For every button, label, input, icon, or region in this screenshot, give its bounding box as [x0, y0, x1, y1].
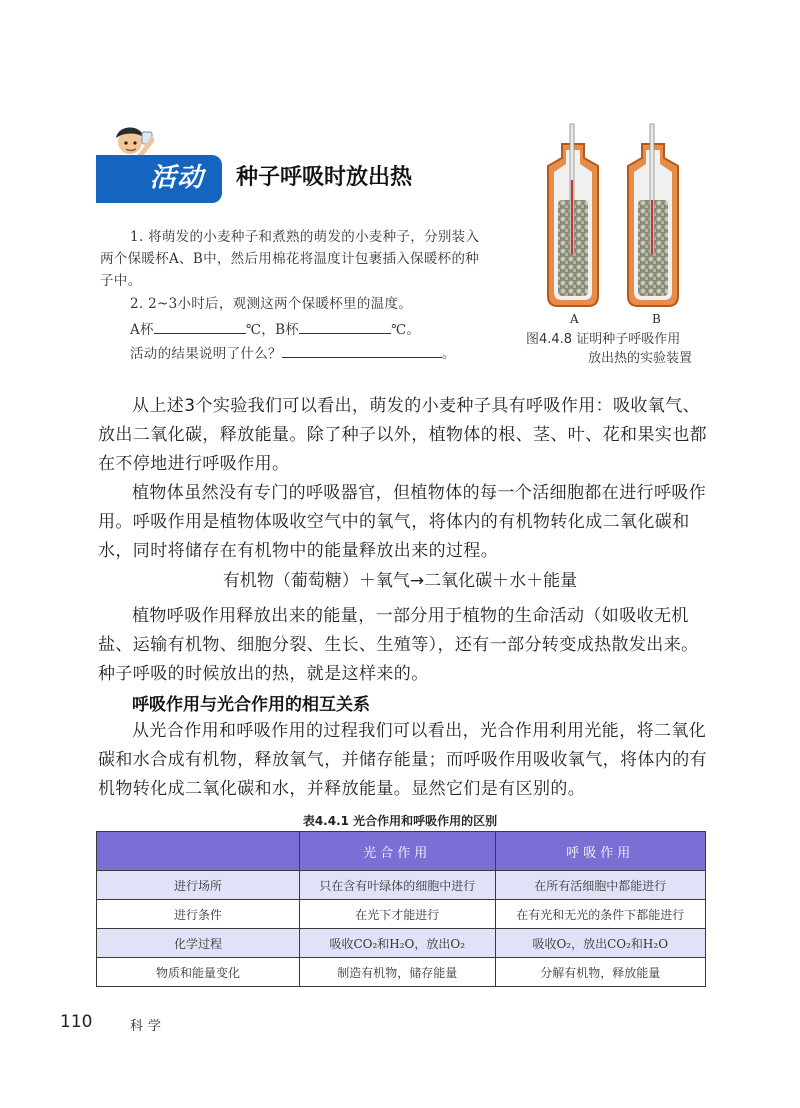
figure-caption-line1: 图4.4.8 证明种子呼吸作用 [526, 332, 681, 347]
table-row [97, 900, 706, 929]
table-header-cell: 呼吸作用 [495, 832, 705, 871]
table-cell: 分解有机物，释放能量 [495, 958, 705, 987]
table-cell: 物质和能量变化 [97, 958, 300, 987]
thermos-cup-a [548, 124, 598, 306]
section-heading: 呼吸作用与光合作用的相互关系 [132, 695, 370, 715]
activity-title: 种子呼吸时放出热 [236, 165, 413, 190]
line-end: 。 [406, 322, 421, 338]
table-caption: 表4.4.1 光合作用和呼吸作用的区别 [302, 814, 498, 828]
activity-answer-blank[interactable] [282, 341, 442, 358]
figure-label-a: A [570, 312, 579, 326]
page-number: 110 [60, 1012, 93, 1032]
table-row [97, 871, 706, 900]
thermos-cup-b [628, 124, 678, 306]
body-paragraph: 从光合作用和呼吸作用的过程我们可以看出，光合作用利用光能，将二氧化碳和水合成有机物，释放氧气，并储存能量；而呼吸作用吸收氧气，将体内的有机物转化成二氧化碳和水，并释放能量。显然它们是有区别的。 [98, 721, 707, 799]
activity-step-line: 2. 2~3小时后，观测这两个保暖杯里的温度。 [130, 296, 413, 312]
table-cell: 进行条件 [97, 900, 300, 929]
table-header-cell [97, 832, 300, 871]
table-header-cell: 光合作用 [300, 832, 496, 871]
respiration-equation: 有机物（葡萄糖）＋氧气→二氧化碳＋水＋能量 [222, 571, 578, 591]
activity-step-line: 子中。 [100, 273, 142, 289]
cup-b-temperature-blank[interactable] [299, 317, 391, 334]
table-header-row [97, 832, 706, 871]
table-cell: 进行场所 [97, 871, 300, 900]
body-paragraph: 植物呼吸作用释放出来的能量，一部分用于植物的生命活动（如吸收无机盐、运输有机物、细胞分裂、生长、生殖等），还有一部分转变成热散发出来。种子呼吸的时候放出的热，就是这样来的。 [98, 606, 699, 684]
activity-question: 活动的结果说明了什么？ [130, 346, 282, 362]
table-row [97, 929, 706, 958]
separator: ， [261, 322, 276, 338]
activity-step-line: 两个保暖杯A、B中，然后用棉花将温度计包裹插入保暖杯的种 [100, 251, 480, 267]
table-cell: 化学过程 [97, 929, 300, 958]
figure-label-b: B [652, 312, 661, 326]
figure-caption-line2: 放出热的实验装置 [588, 351, 693, 366]
body-paragraph: 从上述3个实验我们可以看出，萌发的小麦种子具有呼吸作用：吸收氧气、放出二氧化碳，释放能量。除了种子以外，植物体的根、茎、叶、花和果实也都在不停地进行呼吸作用。 [98, 396, 707, 474]
cup-a-label: A杯 [130, 322, 154, 338]
table-cell: 制造有机物，储存能量 [300, 958, 496, 987]
table-cell: 在有光和无光的条件下都能进行 [495, 900, 705, 929]
activity-step-line: 1. 将萌发的小麦种子和煮熟的萌发的小麦种子，分别装入 [130, 229, 480, 245]
table-cell: 在光下才能进行 [300, 900, 496, 929]
subject-label: 科学 [130, 1019, 167, 1034]
unit-label: ℃ [391, 322, 407, 338]
temperature-record-line [130, 317, 420, 341]
table-row [97, 958, 706, 987]
table-cell: 吸收CO₂和H₂O，放出O₂ [300, 929, 496, 958]
cup-b-label: B杯 [275, 322, 300, 338]
line-end: 。 [441, 346, 456, 362]
cup-a-temperature-blank[interactable] [154, 317, 246, 334]
table-cell: 在所有活细胞中都能进行 [495, 871, 705, 900]
comparison-table [96, 831, 706, 987]
activity-question-line [130, 341, 456, 365]
activity-badge-label: 活动 [150, 163, 205, 193]
body-paragraph: 植物体虽然没有专门的呼吸器官，但植物体的每一个活细胞都在进行呼吸作用。呼吸作用是植物体吸收空气中的氧气，将体内的有机物转化成二氧化碳和水，同时将储存在有机物中的能量释放出来的过程。 [98, 483, 707, 561]
table-cell: 吸收O₂，放出CO₂和H₂O [495, 929, 705, 958]
table-cell: 只在含有叶绿体的细胞中进行 [300, 871, 496, 900]
unit-label: ℃ [245, 322, 262, 338]
thermos-cup-figure [528, 120, 708, 320]
